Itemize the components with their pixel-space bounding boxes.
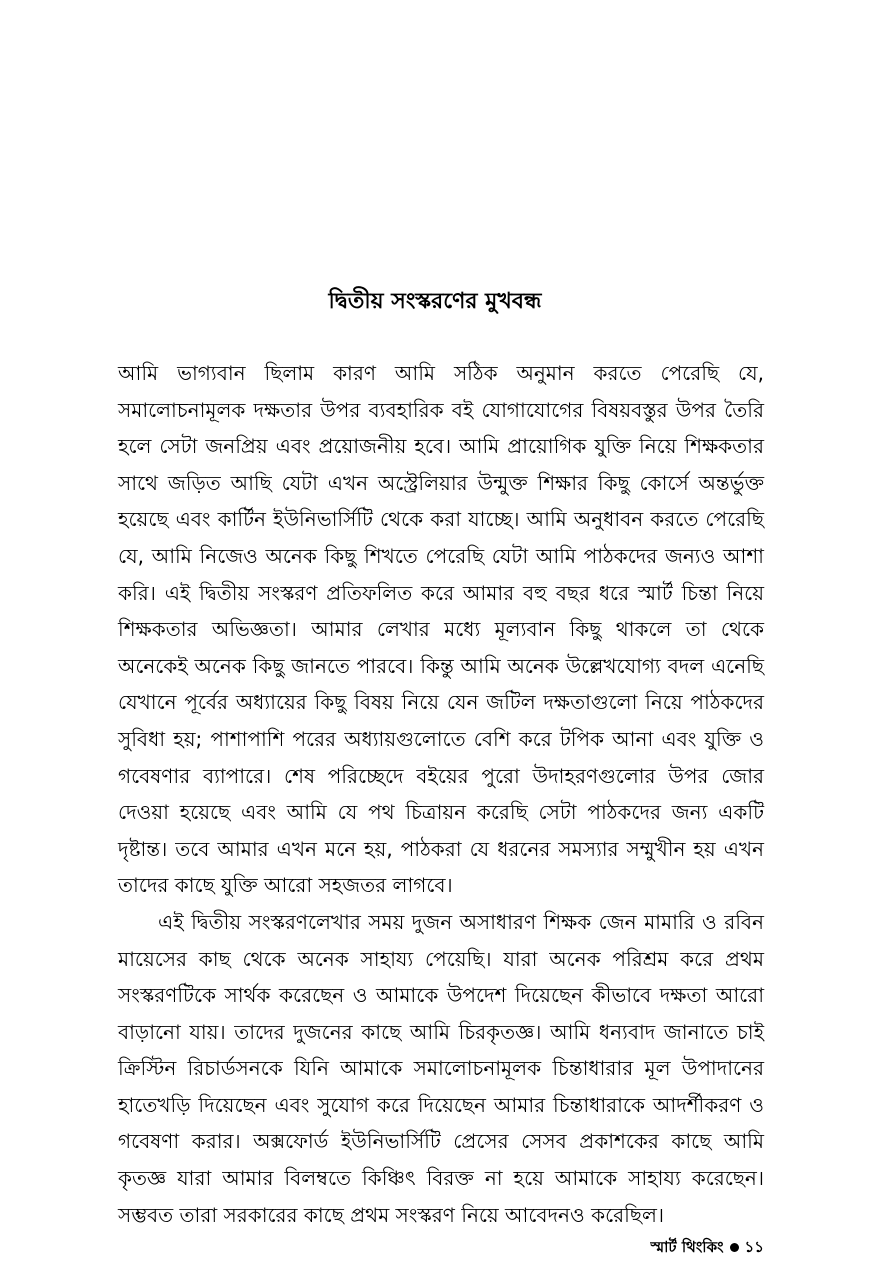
page-title: দ্বিতীয় সংস্করণের মুখবন্ধ [328, 289, 542, 314]
page-number: ১১ [744, 1238, 764, 1256]
paragraph-2: এই দ্বিতীয় সংস্করণলেখার সময় দুজন অসাধারণ শিক্ষক জেন মামারি ও রবিন মায়েসের কাছ থেকে অনেক সাহায্য পেয়েছি। যারা অনেক পরিশ্রম করে প্রথম সংস্করণটিকে সার্থক করেছেন ও আমাকে উপদেশ দিয়েছেন কীভাবে দক্ষতা আরো বাড়ানো যায়। তাদের দুজনের কাছে আমি চিরকৃতজ্ঞ। আমি ধন্যবাদ জানাতে চাই ক্রিস্টিন রিচার্ডসনকে যিনি আমাকে সমালোচনামূলক চিন্তাধারার মূল উপাদানের হাতেখড়ি দিয়েছেন এবং সুযোগ করে দিয়েছেন আমার চিন্তাধারাকে আদর্শীকরণ ও গবেষণা করার। অক্সফোর্ড ইউনিভার্সিটি প্রেসের সেসব প্রকাশকের কাছে আমি কৃতজ্ঞ যারা আমার বিলম্বতে কিঞ্চিৎ বিরক্ত না হয়ে আমাকে সাহায্য করেছেন। সম্ভবত তারা সরকারের কাছে প্রথম সংস্করণ নিয়ে আবেদনও করেছিল। [118, 909, 764, 1227]
bullet-icon [730, 1243, 739, 1252]
footer-book-title: স্মার্ট থিংকিং [650, 1238, 724, 1256]
body-text [118, 355, 764, 1233]
paragraph-1: আমি ভাগ্যবান ছিলাম কারণ আমি সঠিক অনুমান করতে পেরেছি যে, সমালোচনামূলক দক্ষতার উপর ব্যবহারিক বই যোগাযোগের বিষয়বস্তুর উপর তৈরি হলে সেটা জনপ্রিয় এবং প্রয়োজনীয় হবে। আমি প্রায়োগিক যুক্তি নিয়ে শিক্ষকতার সাথে জড়িত আছি যেটা এখন অস্ট্রেলিয়ার উন্মুক্ত শিক্ষার কিছু কোর্সে অন্তর্ভুক্ত হয়েছে এবং কার্টিন ইউনিভার্সিটি থেকে করা যাচ্ছে। আমি অনুধাবন করতে পেরেছি যে, আমি নিজেও অনেক কিছু শিখতে পেরেছি যেটা আমি পাঠকদের জন্যও আশা করি। এই দ্বিতীয় সংস্করণ প্রতিফলিত করে আমার বহু বছর ধরে স্মার্ট চিন্তা নিয়ে শিক্ষকতার অভিজ্ঞতা। আমার লেখার মধ্যে মূল্যবান কিছু থাকলে তা থেকে অনেকেই অনেক কিছু জানতে পারবে। কিন্তু আমি অনেক উল্লেখযোগ্য বদল এনেছি যেখানে পূর্বের অধ্যায়ের কিছু বিষয় নিয়ে যেন জটিল দক্ষতাগুলো নিয়ে পাঠকদের সুবিধা হয়; পাশাপাশি পরের অধ্যায়গুলোতে বেশি করে টপিক আনা এবং যুক্তি ও গবেষণার ব্যাপারে। শেষ পরিচ্ছেদে বইয়ের পুরো উদাহরণগুলোর উপর জোর দেওয়া হয়েছে এবং আমি যে পথ চিত্রায়ন করেছি সেটা পাঠকদের জন্য একটি দৃষ্টান্ত। তবে আমার এখন মনে হয়, পাঠকরা যে ধরনের সমস্যার সম্মুখীন হয় এখন তাদের কাছে যুক্তি আরো সহজতর লাগবে। [118, 361, 764, 898]
page-footer [650, 1236, 764, 1258]
